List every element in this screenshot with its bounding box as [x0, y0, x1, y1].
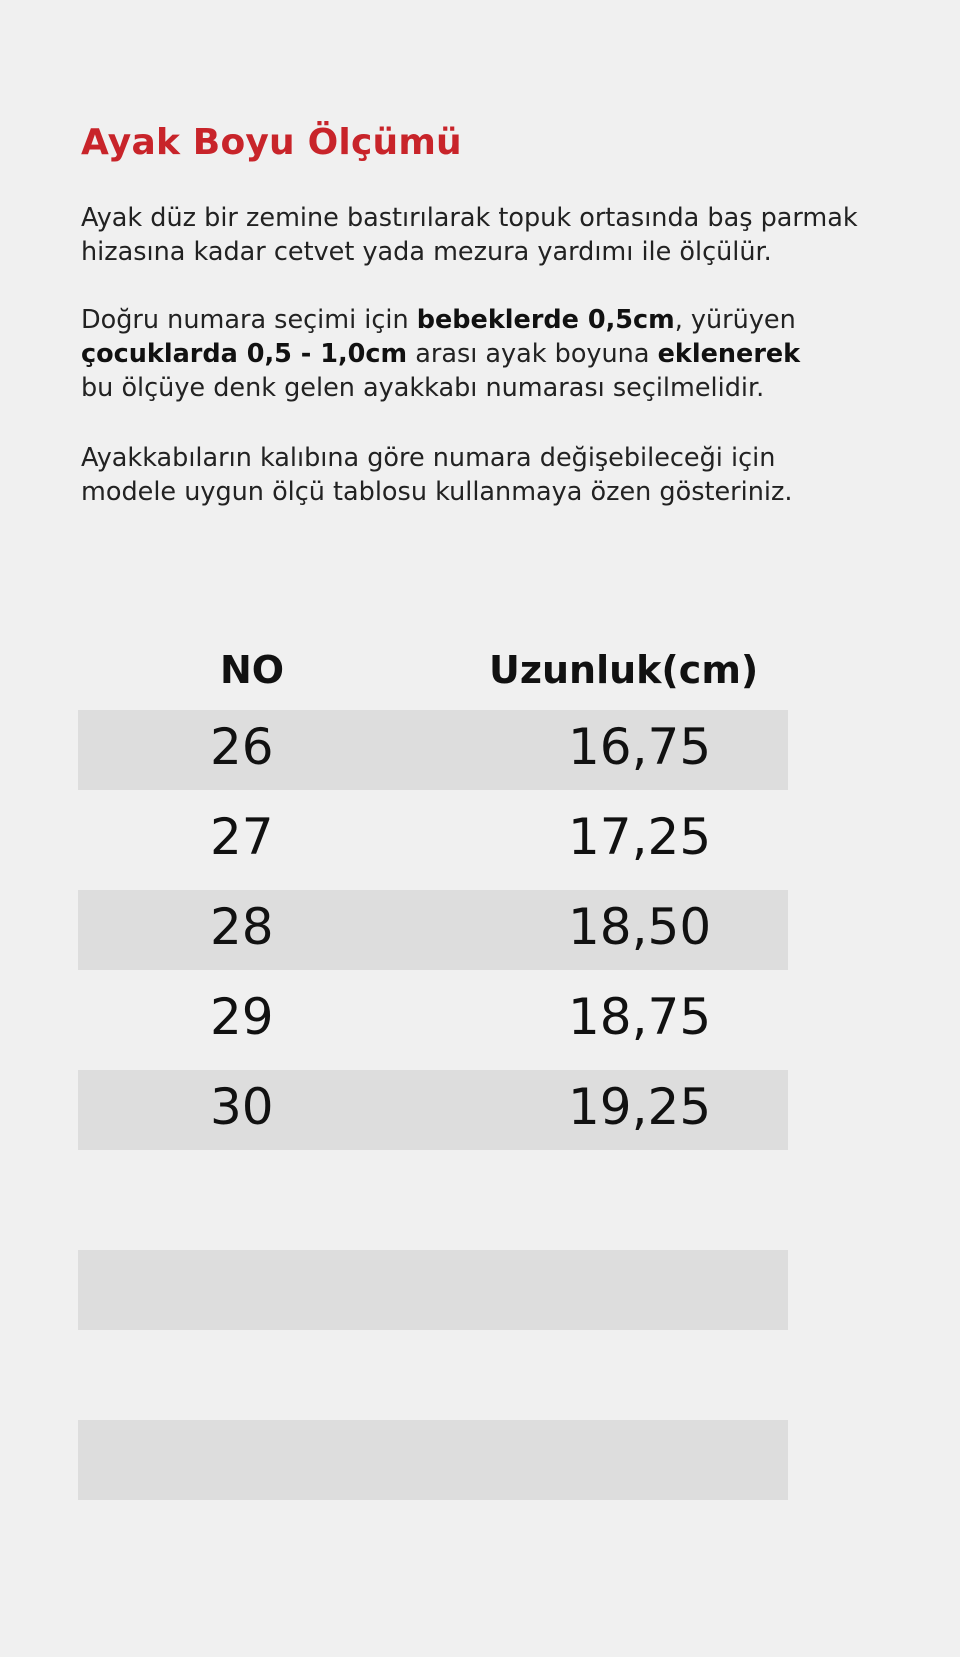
p2-bold-3: eklenerek	[657, 339, 801, 369]
p1-line-1: Ayak düz bir zemine bastırılarak topuk ortasında baş parmak	[81, 203, 858, 233]
table-row	[78, 890, 788, 970]
instruction-paragraph-1	[81, 201, 858, 269]
size-table-header	[78, 640, 788, 696]
p2-text-3: arası ayak boyuna	[407, 339, 658, 369]
p2-bold-2: çocuklarda 0,5 - 1,0cm	[81, 339, 408, 369]
cell-size-no: 28	[210, 898, 274, 956]
p2-text-1: Doğru numara seçimi için	[81, 305, 417, 335]
cell-length-cm: 19,25	[568, 1078, 712, 1136]
table-row	[78, 980, 788, 1060]
table-row	[78, 1070, 788, 1150]
cell-size-no: 27	[210, 808, 274, 866]
table-row	[78, 710, 788, 790]
table-row	[78, 1250, 788, 1330]
p3-line-1: Ayakkabıların kalıbına göre numara değişebileceği için	[81, 443, 776, 473]
page-title: Ayak Boyu Ölçümü	[81, 122, 462, 163]
table-row	[78, 1160, 788, 1240]
p2-line-3: bu ölçüye denk gelen ayakkabı numarası seçilmelidir.	[81, 373, 765, 403]
cell-size-no: 30	[210, 1078, 274, 1136]
cell-size-no: 26	[210, 718, 274, 776]
header-no: NO	[220, 648, 285, 692]
instruction-paragraph-2	[81, 303, 800, 405]
cell-length-cm: 18,75	[568, 988, 712, 1046]
p3-line-2: modele uygun ölçü tablosu kullanmaya özen gösteriniz.	[81, 477, 793, 507]
table-row	[78, 1330, 788, 1410]
p2-text-2: , yürüyen	[674, 305, 796, 335]
cell-length-cm: 16,75	[568, 718, 712, 776]
cell-size-no: 29	[210, 988, 274, 1046]
p2-bold-1: bebeklerde 0,5cm	[416, 305, 675, 335]
instruction-paragraph-3	[81, 441, 793, 509]
table-row	[78, 800, 788, 880]
p1-line-2: hizasına kadar cetvet yada mezura yardımı ile ölçülür.	[81, 237, 772, 267]
header-length: Uzunluk(cm)	[489, 648, 759, 692]
cell-length-cm: 17,25	[568, 808, 712, 866]
cell-length-cm: 18,50	[568, 898, 712, 956]
table-row	[78, 1420, 788, 1500]
